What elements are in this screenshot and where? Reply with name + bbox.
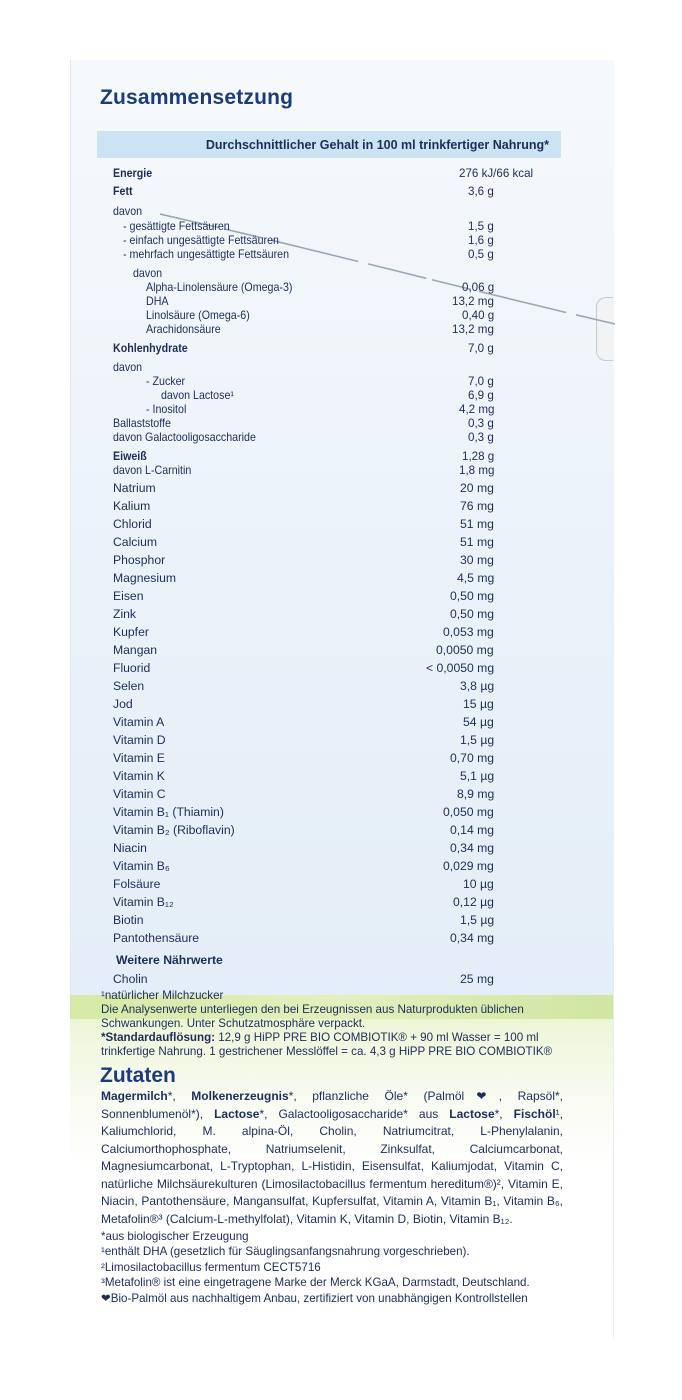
nutrient-value: 0,050 mg [443,805,494,819]
nutrient-label: Vitamin B₆ [113,859,170,873]
footnote: ³Metafolin® ist eine eingetragene Marke der Merck KGaA, Darmstadt, Deutschland. [101,1276,530,1290]
nutrient-value: 7,0 g [468,342,494,355]
nutrient-label: Ballaststoffe [113,417,171,430]
footnote: *aus biologischer Erzeugung [101,1230,249,1243]
nutrient-value: 0,34 mg [450,841,495,855]
nutrient-label: Fluorid [113,661,151,675]
nutrient-row [113,552,503,568]
nutrient-row [113,678,503,694]
nutrient-row [113,204,503,220]
nutrient-row [113,786,503,802]
nutrient-value: 0,5 g [468,248,494,261]
nutrient-row [113,534,503,550]
nutrient-label: - Zucker [146,375,186,388]
nutrient-label: Selen [113,679,145,693]
nutrient-label: davon [113,361,143,374]
nutrient-label: Cholin [113,972,148,986]
nutrient-value: 1,8 mg [459,464,495,477]
analysis-note: Die Analysenwerte unterliegen den bei Erzeugnissen aus Naturprodukten üblichen Schwankungen. Unter Schutzatmosphäre verpackt. [101,1003,524,1030]
footnote: ❤Bio-Palmöl aus nachhaltigem Anbau, zertifiziert von unabhängigen Kontrollstellen [101,1291,528,1305]
nutrient-value: 0,053 mg [443,625,494,639]
ingredients-text [101,1088,563,1228]
ingredient-bold: Fischöl [513,1106,556,1121]
nutrient-label: davon Lactose¹ [161,389,234,402]
ingredient-text: *, Galactooligosaccharide* aus [259,1106,450,1121]
nutrient-row [113,912,503,928]
nutrient-row [113,894,503,910]
nutrient-row [113,463,503,479]
nutrient-label: Vitamin A [113,715,165,729]
nutrient-value: 15 µg [463,697,494,711]
nutrient-label: Niacin [113,841,147,855]
nutrient-value: 0,50 mg [450,607,495,621]
nutrient-label: - einfach ungesättigte Fettsäuren [123,234,279,247]
nutrient-label: Arachidonsäure [146,323,221,336]
nutrient-value: 276 kJ/66 kcal [459,167,534,180]
nutrient-label: Kupfer [113,625,149,639]
nutrient-value: 30 mg [460,553,494,567]
footnote-milk-sugar: ¹natürlicher Milchzucker [101,989,224,1002]
ingredient-text: *, pflanzliche Öle* (Palmöl❤, Rapsöl*, Sonnenblumenöl*), [101,1089,564,1121]
nutrient-label: Vitamin C [113,787,166,801]
nutrient-label: Chlorid [113,517,152,531]
nutrient-label: Mangan [113,643,158,657]
nutrient-value: 1,5 µg [460,913,495,927]
nutrient-label: Vitamin D [113,733,166,747]
nutrient-row [113,840,503,856]
standard-label: *Standardauflösung: [101,1031,216,1044]
nutrient-value: 6,9 g [468,389,494,402]
nutrient-row [113,166,534,182]
nutrient-row [113,184,503,200]
nutrient-label: Kalium [113,499,151,513]
nutrient-label: Natrium [113,481,156,495]
footnotes [101,1229,571,1306]
nutrient-label: davon [113,205,143,218]
nutrient-row [113,430,503,446]
ingredients-title: Zutaten [100,1064,176,1087]
nutrient-row [113,804,503,820]
nutrient-row [113,732,503,748]
nutrient-value: 8,9 mg [457,787,495,801]
nutrient-value: 0,029 mg [443,859,494,873]
ingredient-bold: Lactose [214,1106,260,1121]
ingredient-bold: Magermilch [101,1089,168,1103]
nutrient-row [113,322,503,338]
nutrient-label: Linolsäure (Omega-6) [146,309,250,322]
nutrient-value: 7,0 g [468,375,494,388]
nutrient-value: 0,3 g [468,417,494,430]
nutrient-row [113,588,503,604]
notes-block [101,989,571,1059]
nutrient-label: Alpha-Linolensäure (Omega-3) [146,281,293,294]
nutrient-row [113,930,503,946]
nutrient-value: 13,2 mg [452,323,494,336]
nutrient-row [113,606,503,622]
nutrient-value: 20 mg [460,481,494,495]
ingredient-text: *, [167,1089,192,1103]
nutrient-label: Vitamin B₁₂ [113,895,174,909]
nutrient-value: 76 mg [460,499,494,513]
nutrient-label: Energie [113,167,153,180]
nutrient-value: 25 mg [460,972,494,986]
nutrient-value: 0,0050 mg [436,643,494,657]
nutrient-value: 13,2 mg [452,295,494,308]
nutrient-value: 3,8 µg [460,679,495,693]
nutrient-label: Zink [113,607,137,621]
nutrient-value: 1,6 g [468,234,494,247]
nutrient-label: DHA [146,295,169,308]
ingredient-text: *, [494,1106,514,1121]
nutrient-row [113,570,503,586]
nutrient-value: 1,5 g [468,220,494,233]
nutrient-label: davon Galactooligosaccharide [113,431,256,444]
nutrient-label: Fett [113,185,133,198]
nutrient-label: - Inositol [146,403,187,416]
nutrient-value: 54 µg [463,715,494,729]
nutrient-row [113,750,503,766]
nutrient-value: 0,12 µg [453,895,494,909]
nutrient-row [113,341,503,357]
nutrient-value: 0,70 mg [450,751,495,765]
nutrient-value: 0,40 g [462,309,495,322]
nutrient-value: 51 mg [460,535,494,549]
nutrient-value: 0,3 g [468,431,494,444]
page-title: Zusammensetzung [100,86,294,109]
nutrient-value: 0,06 g [462,281,495,294]
nutrient-label: Weitere Nährwerte [116,953,223,967]
nutrient-value: 4,2 mg [459,403,495,416]
nutrient-label: davon L-Carnitin [113,464,192,477]
ingredient-bold: Lactose [449,1106,495,1121]
nutrient-row [113,480,503,496]
nutrient-row [113,768,503,784]
nutrient-label: - mehrfach ungesättigte Fettsäuren [123,248,290,261]
nutrient-label: Vitamin B₂ (Riboflavin) [113,823,235,837]
standard-solution-note [101,1031,571,1059]
nutrient-label: - gesättigte Fettsäuren [123,220,230,233]
ingredient-bold: Molkenerzeugnis [191,1089,289,1103]
nutrient-row [113,660,503,676]
nutrient-label: davon [133,267,163,280]
footnote: ²Limosilactobacillus fermentum CECT5716 [101,1260,321,1274]
nutrient-value: 1,5 µg [460,733,495,747]
ingredient-text: ¹, Kaliumchlorid, M. alpina-Öl, Cholin, Natriumcitrat, L-Phenylalanin, Calciumorthophosphate, Natriumselenit, Zinksulfat, Calciumcarbonat, Magnesiumcarbonat, L-Tryptophan, L-Histidin, Eisensulfat, Kaliumjodat, Vitamin C, natürliche Milchsäurekulturen (Limosilactobacillus fermentum hereditum®)², Vitamin E, Niacin, Pantothensäure, Mangansulfat, Kupfersulfat, Vitamin A, Vitamin B₁, Vitamin B₆, Metafolin®³ (Calcium-L-methylfolat), Vitamin K, Vitamin D, Biotin, Vitamin B₁₂. [101,1106,564,1226]
nutrient-label: Jod [113,697,133,711]
table-header-band: Durchschnittlicher Gehalt in 100 ml trinkfertiger Nahrung* [97,131,561,158]
nutrient-label: Calcium [113,535,158,549]
nutrient-value: 0,34 mg [450,931,495,945]
nutrient-label: Biotin [113,913,144,927]
nutrient-row [113,952,503,968]
nutrient-row [113,822,503,838]
nutrient-row [113,498,503,514]
nutrient-label: Eiweiß [113,450,147,463]
nutrient-row [113,858,503,874]
nutrient-label: Phosphor [113,553,166,567]
nutrient-value: 0,50 mg [450,589,495,603]
nutrient-row [113,696,503,712]
nutrient-row [113,714,503,730]
nutrient-label: Pantothensäure [113,931,200,945]
nutrient-label: Folsäure [113,877,161,891]
nutrient-row [113,247,503,263]
nutrient-value: 3,6 g [468,185,494,198]
nutrient-row [113,642,503,658]
nutrient-value: 10 µg [463,877,494,891]
nutrient-row [113,971,503,987]
nutrient-row [113,876,503,892]
nutrient-value: < 0,0050 mg [426,661,495,675]
nutrient-label: Vitamin E [113,751,165,765]
nutrient-row [113,516,503,532]
nutrient-value: 4,5 mg [457,571,495,585]
nutrient-row [113,624,503,640]
nutrient-value: 1,28 g [462,450,495,463]
footnote: ¹enthält DHA (gesetzlich für Säuglingsanfangsnahrung vorgeschrieben). [101,1245,470,1259]
nutrient-value: 51 mg [460,517,494,531]
nutrient-label: Eisen [113,589,144,603]
nutrient-label: Magnesium [113,571,176,585]
nutrient-value: 5,1 µg [460,769,495,783]
standard-text: 12,9 g HiPP PRE BIO COMBIOTIK® + 90 ml Wasser = 100 ml trinkfertige Nahrung. 1 gestrichener Messlöffel = ca. 4,3 g HiPP PRE BIO COMBIOTIK® [101,1031,553,1058]
nutrient-label: Kohlenhydrate [113,342,188,355]
nutrient-value: 0,14 mg [450,823,495,837]
nutrient-label: Vitamin B₁ (Thiamin) [113,805,224,819]
nutrient-label: Vitamin K [113,769,165,783]
